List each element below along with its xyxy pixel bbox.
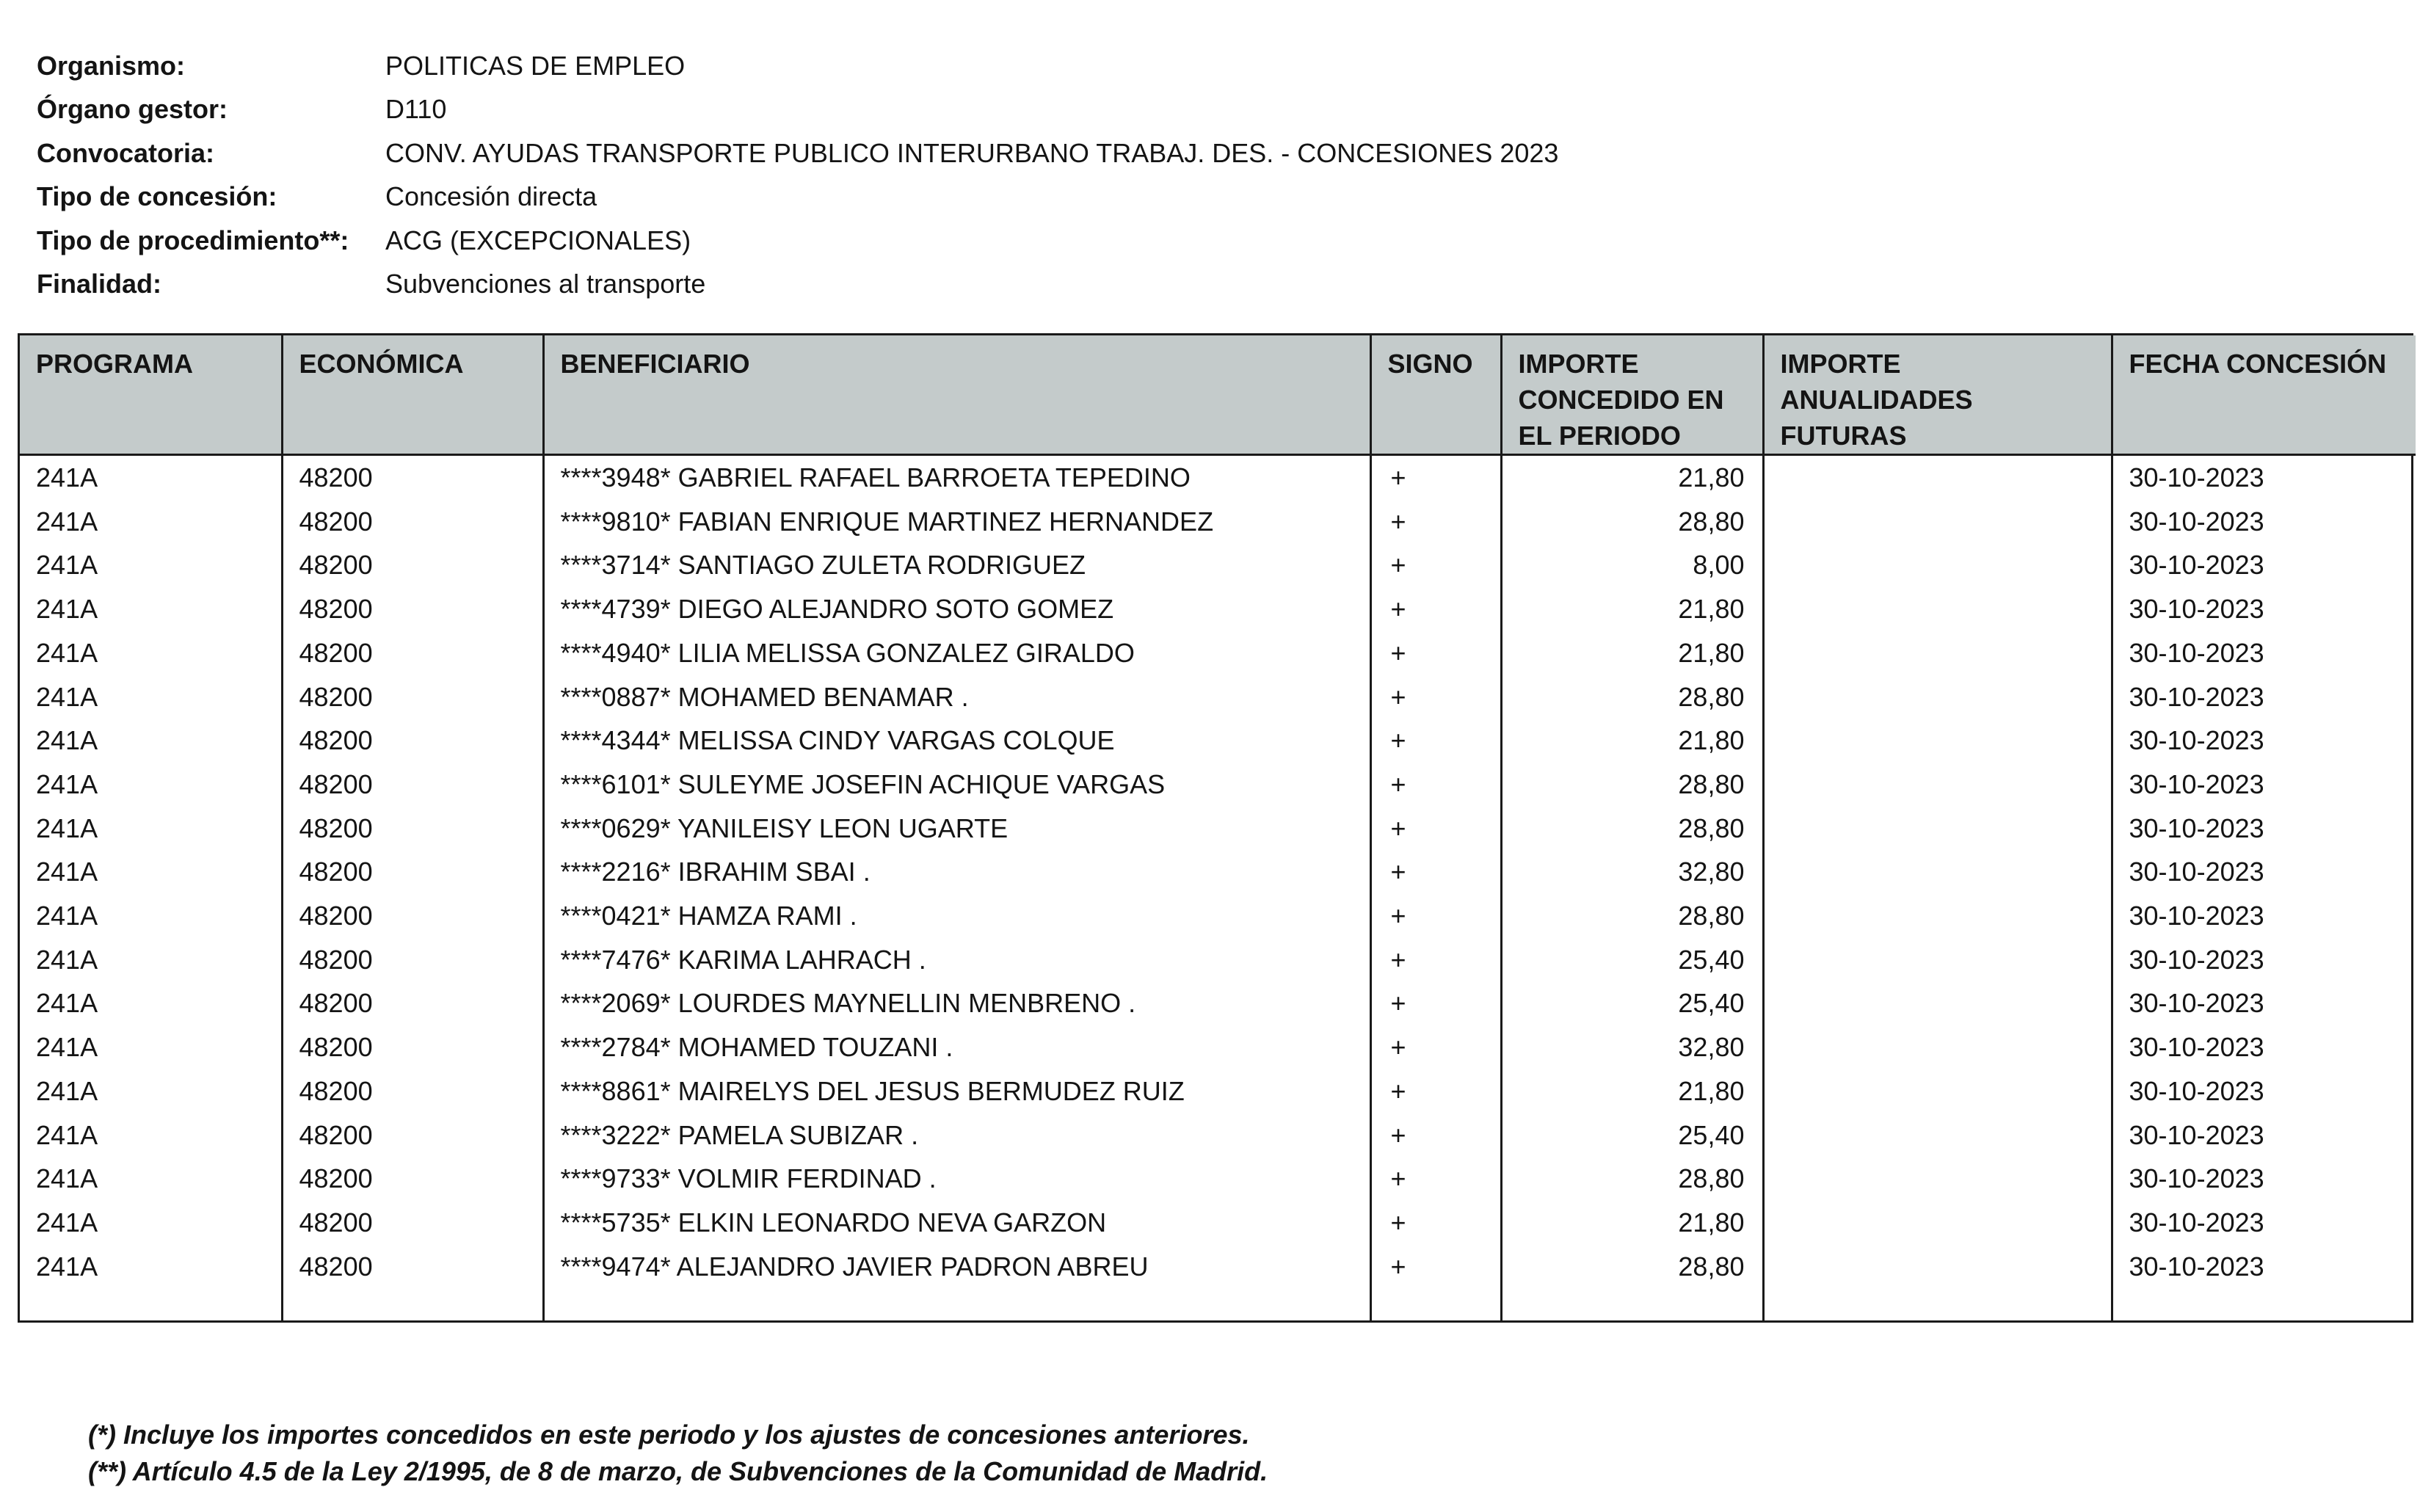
cell-importe-concedido: 8,00	[1501, 543, 1763, 587]
cell-importe-futuras	[1763, 719, 2112, 763]
footnotes	[88, 1417, 1268, 1490]
empty-cell	[543, 1288, 1370, 1320]
table-row	[20, 1113, 2416, 1157]
cell-economica: 48200	[282, 807, 543, 851]
cell-importe-futuras	[1763, 894, 2112, 938]
empty-cell	[20, 1288, 282, 1320]
cell-beneficiario: ****2216* IBRAHIM SBAI .	[543, 850, 1370, 894]
cell-importe-concedido: 21,80	[1501, 1201, 1763, 1245]
column-header-importe-futuras: IMPORTE ANUALIDADES FUTURAS	[1763, 335, 2112, 455]
cell-fecha-concesion: 30-10-2023	[2129, 857, 2264, 887]
cell-economica: 48200	[282, 1113, 543, 1157]
footnote-articulo: (**) Artículo 4.5 de la Ley 2/1995, de 8 de marzo, de Subvenciones de la Comunidad de Madrid.	[88, 1456, 1268, 1486]
cell-beneficiario: ****2784* MOHAMED TOUZANI .	[543, 1025, 1370, 1069]
cell-programa: 241A	[20, 763, 282, 807]
cell-importe-futuras	[1763, 500, 2112, 544]
cell-signo: +	[1370, 807, 1501, 851]
table-row	[20, 1201, 2416, 1245]
header-field-organismo	[37, 44, 1558, 88]
field-value: ACG (EXCEPCIONALES)	[385, 225, 691, 255]
cell-importe-futuras	[1763, 938, 2112, 982]
cell-signo: +	[1370, 500, 1501, 544]
cell-importe-futuras	[1763, 455, 2112, 500]
column-header-signo: SIGNO	[1370, 335, 1501, 455]
field-label: Tipo de concesión:	[37, 181, 277, 212]
cell-beneficiario: ****4739* DIEGO ALEJANDRO SOTO GOMEZ	[543, 587, 1370, 631]
field-label: Convocatoria:	[37, 137, 215, 168]
table-row	[20, 981, 2416, 1025]
column-header-economica: ECONÓMICA	[282, 335, 543, 455]
cell-importe-concedido: 21,80	[1501, 631, 1763, 675]
cell-programa: 241A	[20, 894, 282, 938]
cell-signo: +	[1370, 1069, 1501, 1113]
cell-beneficiario: ****3948* GABRIEL RAFAEL BARROETA TEPEDINO	[543, 455, 1370, 500]
cell-programa: 241A	[20, 1245, 282, 1289]
cell-signo: +	[1370, 938, 1501, 982]
cell-importe-concedido: 32,80	[1501, 1025, 1763, 1069]
field-value: Concesión directa	[385, 181, 597, 212]
cell-programa: 241A	[20, 938, 282, 982]
cell-importe-futuras	[1763, 850, 2112, 894]
table-header-row	[20, 335, 2416, 455]
cell-importe-concedido: 21,80	[1501, 455, 1763, 500]
table-row	[20, 894, 2416, 938]
cell-fecha-concesion: 30-10-2023	[2129, 506, 2264, 537]
cell-economica: 48200	[282, 1157, 543, 1201]
cell-importe-futuras	[1763, 631, 2112, 675]
cell-importe-futuras	[1763, 1201, 2112, 1245]
cell-economica: 48200	[282, 500, 543, 544]
column-header-importe-concedido: IMPORTE CONCEDIDO EN EL PERIODO	[1501, 335, 1763, 455]
cell-signo: +	[1370, 455, 1501, 500]
cell-programa: 241A	[20, 981, 282, 1025]
table-row	[20, 543, 2416, 587]
cell-fecha-concesion: 30-10-2023	[2129, 901, 2264, 931]
cell-economica: 48200	[282, 850, 543, 894]
cell-signo: +	[1370, 894, 1501, 938]
column-header-programa: PROGRAMA	[20, 335, 282, 455]
cell-economica: 48200	[282, 1069, 543, 1113]
cell-signo: +	[1370, 1025, 1501, 1069]
cell-signo: +	[1370, 1245, 1501, 1289]
empty-cell	[1370, 1288, 1501, 1320]
cell-programa: 241A	[20, 850, 282, 894]
cell-beneficiario: ****0629* YANILEISY LEON UGARTE	[543, 807, 1370, 851]
cell-programa: 241A	[20, 543, 282, 587]
column-header-fecha-concesion: FECHA CONCESIÓN	[2112, 335, 2416, 455]
cell-importe-concedido: 28,80	[1501, 763, 1763, 807]
cell-beneficiario: ****4344* MELISSA CINDY VARGAS COLQUE	[543, 719, 1370, 763]
cell-importe-concedido: 28,80	[1501, 807, 1763, 851]
cell-importe-futuras	[1763, 543, 2112, 587]
header-field-organo-gestor	[37, 88, 1558, 132]
cell-fecha-concesion: 30-10-2023	[2129, 1207, 2264, 1237]
cell-signo: +	[1370, 850, 1501, 894]
cell-beneficiario: ****0421* HAMZA RAMI .	[543, 894, 1370, 938]
cell-economica: 48200	[282, 1025, 543, 1069]
cell-economica: 48200	[282, 587, 543, 631]
cell-fecha-concesion: 30-10-2023	[2129, 1032, 2264, 1063]
cell-importe-concedido: 21,80	[1501, 587, 1763, 631]
cell-programa: 241A	[20, 1201, 282, 1245]
cell-economica: 48200	[282, 455, 543, 500]
field-label: Tipo de procedimiento**:	[37, 225, 349, 255]
table-row	[20, 500, 2416, 544]
cell-importe-concedido: 28,80	[1501, 500, 1763, 544]
field-value: Subvenciones al transporte	[385, 269, 706, 299]
table-row	[20, 719, 2416, 763]
cell-economica: 48200	[282, 675, 543, 719]
table-body	[20, 455, 2416, 1321]
cell-importe-concedido: 21,80	[1501, 1069, 1763, 1113]
cell-importe-concedido: 28,80	[1501, 1157, 1763, 1201]
cell-programa: 241A	[20, 1025, 282, 1069]
cell-fecha-concesion: 30-10-2023	[2129, 550, 2264, 581]
field-value: CONV. AYUDAS TRANSPORTE PUBLICO INTERURBANO TRABAJ. DES. - CONCESIONES 2023	[385, 137, 1559, 168]
cell-importe-concedido: 28,80	[1501, 894, 1763, 938]
cell-beneficiario: ****8861* MAIRELYS DEL JESUS BERMUDEZ RUIZ	[543, 1069, 1370, 1113]
cell-signo: +	[1370, 719, 1501, 763]
table-row	[20, 1025, 2416, 1069]
cell-beneficiario: ****4940* LILIA MELISSA GONZALEZ GIRALDO	[543, 631, 1370, 675]
cell-importe-concedido: 28,80	[1501, 675, 1763, 719]
cell-economica: 48200	[282, 631, 543, 675]
table-row	[20, 938, 2416, 982]
cell-fecha-concesion: 30-10-2023	[2129, 1251, 2264, 1282]
table-row	[20, 1245, 2416, 1289]
document-header	[37, 44, 1558, 306]
table-row	[20, 455, 2416, 500]
cell-beneficiario: ****7476* KARIMA LAHRACH .	[543, 938, 1370, 982]
cell-fecha-concesion: 30-10-2023	[2129, 768, 2264, 799]
field-value: POLITICAS DE EMPLEO	[385, 50, 686, 81]
cell-importe-concedido: 25,40	[1501, 1113, 1763, 1157]
cell-programa: 241A	[20, 455, 282, 500]
cell-programa: 241A	[20, 500, 282, 544]
cell-signo: +	[1370, 1157, 1501, 1201]
cell-importe-futuras	[1763, 763, 2112, 807]
cell-fecha-concesion: 30-10-2023	[2129, 681, 2264, 712]
cell-beneficiario: ****3714* SANTIAGO ZULETA RODRIGUEZ	[543, 543, 1370, 587]
cell-signo: +	[1370, 1201, 1501, 1245]
header-field-tipo-procedimiento	[37, 219, 1558, 263]
cell-fecha-concesion: 30-10-2023	[2129, 725, 2264, 756]
cell-signo: +	[1370, 1113, 1501, 1157]
cell-fecha-concesion: 30-10-2023	[2129, 462, 2264, 493]
footnote-importes: (*) Incluye los importes concedidos en este periodo y los ajustes de concesiones anteriores.	[88, 1420, 1250, 1450]
cell-fecha-concesion: 30-10-2023	[2129, 1119, 2264, 1150]
cell-importe-futuras	[1763, 807, 2112, 851]
field-label: Órgano gestor:	[37, 94, 228, 125]
table-row	[20, 587, 2416, 631]
cell-fecha-concesion: 30-10-2023	[2129, 988, 2264, 1019]
cell-programa: 241A	[20, 1157, 282, 1201]
cell-economica: 48200	[282, 1201, 543, 1245]
cell-programa: 241A	[20, 587, 282, 631]
cell-economica: 48200	[282, 763, 543, 807]
cell-fecha-concesion: 30-10-2023	[2129, 944, 2264, 975]
cell-economica: 48200	[282, 719, 543, 763]
table-row	[20, 631, 2416, 675]
cell-signo: +	[1370, 587, 1501, 631]
cell-economica: 48200	[282, 981, 543, 1025]
header-field-convocatoria	[37, 131, 1558, 175]
cell-importe-futuras	[1763, 675, 2112, 719]
table-row	[20, 1069, 2416, 1113]
table-filler-row	[20, 1288, 2416, 1320]
cell-importe-futuras	[1763, 1245, 2112, 1289]
cell-programa: 241A	[20, 631, 282, 675]
cell-importe-futuras	[1763, 587, 2112, 631]
cell-programa: 241A	[20, 719, 282, 763]
cell-importe-concedido: 28,80	[1501, 1245, 1763, 1289]
table-row	[20, 763, 2416, 807]
cell-importe-futuras	[1763, 1113, 2112, 1157]
empty-cell	[1501, 1288, 1763, 1320]
field-label: Organismo:	[37, 50, 186, 81]
cell-fecha-concesion: 30-10-2023	[2129, 637, 2264, 668]
cell-beneficiario: ****3222* PAMELA SUBIZAR .	[543, 1113, 1370, 1157]
cell-programa: 241A	[20, 1113, 282, 1157]
cell-importe-concedido: 32,80	[1501, 850, 1763, 894]
cell-economica: 48200	[282, 894, 543, 938]
concessions-table	[18, 333, 2413, 1323]
cell-beneficiario: ****9474* ALEJANDRO JAVIER PADRON ABREU	[543, 1245, 1370, 1289]
cell-signo: +	[1370, 763, 1501, 807]
cell-economica: 48200	[282, 938, 543, 982]
cell-fecha-concesion: 30-10-2023	[2129, 1163, 2264, 1194]
table-row	[20, 807, 2416, 851]
cell-importe-futuras	[1763, 1157, 2112, 1201]
cell-programa: 241A	[20, 1069, 282, 1113]
cell-fecha-concesion: 30-10-2023	[2129, 594, 2264, 625]
field-value: D110	[385, 94, 447, 125]
cell-economica: 48200	[282, 543, 543, 587]
empty-cell	[2112, 1288, 2416, 1320]
cell-importe-concedido: 25,40	[1501, 981, 1763, 1025]
cell-signo: +	[1370, 631, 1501, 675]
cell-beneficiario: ****2069* LOURDES MAYNELLIN MENBRENO .	[543, 981, 1370, 1025]
table-row	[20, 1157, 2416, 1201]
field-label: Finalidad:	[37, 269, 161, 299]
cell-importe-futuras	[1763, 1025, 2112, 1069]
cell-programa: 241A	[20, 807, 282, 851]
cell-fecha-concesion: 30-10-2023	[2129, 813, 2264, 843]
cell-signo: +	[1370, 675, 1501, 719]
header-field-finalidad	[37, 263, 1558, 307]
cell-signo: +	[1370, 543, 1501, 587]
cell-beneficiario: ****9810* FABIAN ENRIQUE MARTINEZ HERNANDEZ	[543, 500, 1370, 544]
cell-importe-futuras	[1763, 981, 2112, 1025]
empty-cell	[1763, 1288, 2112, 1320]
cell-beneficiario: ****9733* VOLMIR FERDINAD .	[543, 1157, 1370, 1201]
cell-programa: 241A	[20, 675, 282, 719]
empty-cell	[282, 1288, 543, 1320]
cell-signo: +	[1370, 981, 1501, 1025]
table-row	[20, 675, 2416, 719]
cell-importe-concedido: 25,40	[1501, 938, 1763, 982]
cell-beneficiario: ****6101* SULEYME JOSEFIN ACHIQUE VARGAS	[543, 763, 1370, 807]
cell-beneficiario: ****5735* ELKIN LEONARDO NEVA GARZON	[543, 1201, 1370, 1245]
cell-importe-futuras	[1763, 1069, 2112, 1113]
table-row	[20, 850, 2416, 894]
header-field-tipo-concesion	[37, 175, 1558, 219]
column-header-beneficiario: BENEFICIARIO	[543, 335, 1370, 455]
cell-economica: 48200	[282, 1245, 543, 1289]
cell-fecha-concesion: 30-10-2023	[2129, 1075, 2264, 1106]
cell-beneficiario: ****0887* MOHAMED BENAMAR .	[543, 675, 1370, 719]
cell-importe-concedido: 21,80	[1501, 719, 1763, 763]
